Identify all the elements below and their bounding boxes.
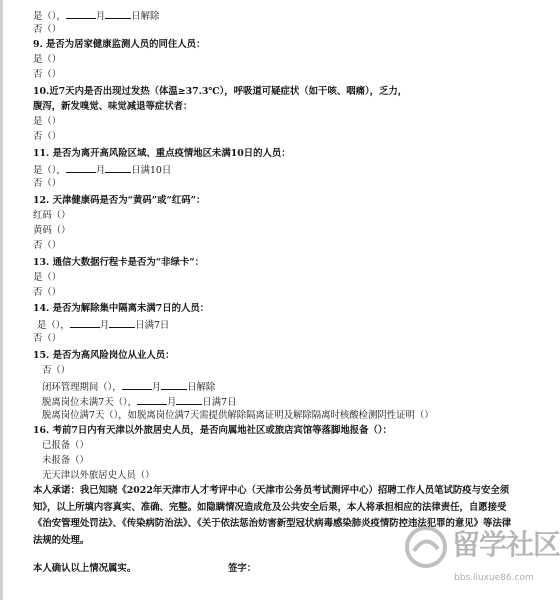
line-q15: 15. 是否为高风险岗位从业人员： [33, 350, 175, 361]
fill-in-blank[interactable] [137, 395, 167, 405]
line-q13n: 否（） [33, 287, 62, 298]
pledge-paragraph: 本人承诺：我已知晓《2022年天津市人才考评中心（天津市公务员考试测评中心）招聘工作人员笔试防疫与安全须知》，以上所填内容真实、准确、完整。如隐瞒情况造成危及公共安全后果，本人将承担相应的法律责任，自愿接受《治安管理处罚法》、《传染病防治法》、《关于依法惩治妨害新型冠状病毒感染肺炎疫情防控违法犯罪的意见》等法律法规的处理。 [33, 485, 512, 546]
line-q16a: 已报备（） [42, 440, 89, 451]
line-q12: 12. 天津健康码是否为“黄码”或“红码”： [33, 195, 206, 206]
confirm-statement: 本人确认以上情况属实。 [33, 563, 137, 574]
line-q11: 11. 是否为离开高风险区域、重点疫情地区未满10日的人员： [33, 148, 291, 159]
fill-in-blank[interactable] [161, 380, 187, 390]
line-q10n: 否（） [33, 131, 62, 142]
line-q10b: 腹泻，新发嗅觉、味觉减退等症状者： [33, 101, 193, 112]
line-q12b: 黄码（） [33, 225, 71, 236]
watermark-brand: 留学社区 [452, 528, 560, 561]
line-text-segment: 日满7日 [202, 397, 237, 408]
line-q9: 9. 是否为居家健康监测人员的同住人员： [33, 39, 206, 50]
line-text-segment: 月 [99, 320, 110, 331]
line-q16: 16. 考前7日内有天津以外旅居史人员，是否向属地社区或旅店宾馆等落脚地报备（）： [33, 425, 392, 436]
line-q13: 13. 通信大数据行程卡是否为“非绿卡”： [33, 257, 204, 268]
line-text-segment: 月 [95, 165, 106, 176]
line-q12a: 红码（） [33, 210, 71, 221]
line-q9y: 是（） [33, 54, 62, 65]
line-text-segment: 是（）， [37, 320, 70, 331]
line-q10: 10.近7天内是否出现过发热（体温≥37.3℃），呼吸道可疑症状（如干咳、咽痛），乏力， [33, 86, 408, 97]
fill-in-blank[interactable] [105, 163, 131, 173]
line-q13y: 是（） [33, 272, 62, 283]
fill-in-blank[interactable] [176, 395, 202, 405]
line-text-segment: 月 [167, 397, 177, 408]
line-q15b [42, 380, 215, 394]
watermark-url: bbs.liuxue86.com [454, 573, 534, 583]
signature-label: 签字： [228, 563, 257, 574]
line-q15d: 脱离岗位满7天（），如脱离岗位满7天需提供解除隔离证明及解除隔离时核酸检测阴性证明（） [42, 410, 434, 421]
line-text-segment: 月 [151, 382, 162, 393]
line-q15a: 否（） [42, 365, 71, 376]
fill-in-blank[interactable] [70, 318, 100, 328]
line-l1: 否（） [33, 24, 62, 35]
fill-in-blank[interactable] [109, 318, 135, 328]
fill-in-blank[interactable] [105, 9, 131, 19]
line-q16b: 未报备（） [42, 455, 89, 466]
watermark [400, 521, 560, 600]
line-text-segment: 脱离岗位未满7天（）， [42, 397, 138, 408]
page-edge [0, 0, 3, 600]
line-text-segment: 闭环管理期间（）， [42, 382, 122, 393]
line-q11y [33, 163, 171, 177]
line-text-segment: 日解除 [131, 11, 160, 22]
line-q14: 14. 是否为解除集中隔离未满7日的人员： [33, 303, 210, 314]
line-q16c: 无天津以外旅居史人员（） [42, 470, 155, 481]
line-text-segment: 日满7日 [135, 320, 170, 331]
fill-in-blank[interactable] [66, 163, 96, 173]
line-q14y [37, 318, 169, 332]
line-q10y: 是（） [33, 116, 62, 127]
line-text-segment: 日满10日 [131, 165, 172, 176]
line-q14n: 否（） [33, 333, 62, 344]
line-q12c: 否（） [33, 240, 62, 251]
line-text-segment: 是（）， [33, 165, 66, 176]
line-text-segment: 是（）， [33, 11, 66, 22]
line-q11n: 否（） [33, 178, 62, 189]
watermark-logo-icon [404, 525, 448, 569]
line-text-segment: 日解除 [187, 382, 216, 393]
line-text-segment: 月 [95, 11, 106, 22]
line-q9n: 否（） [33, 69, 62, 80]
line-l0 [33, 9, 159, 23]
fill-in-blank[interactable] [66, 9, 96, 19]
line-q15c [42, 395, 237, 409]
fill-in-blank[interactable] [122, 380, 152, 390]
